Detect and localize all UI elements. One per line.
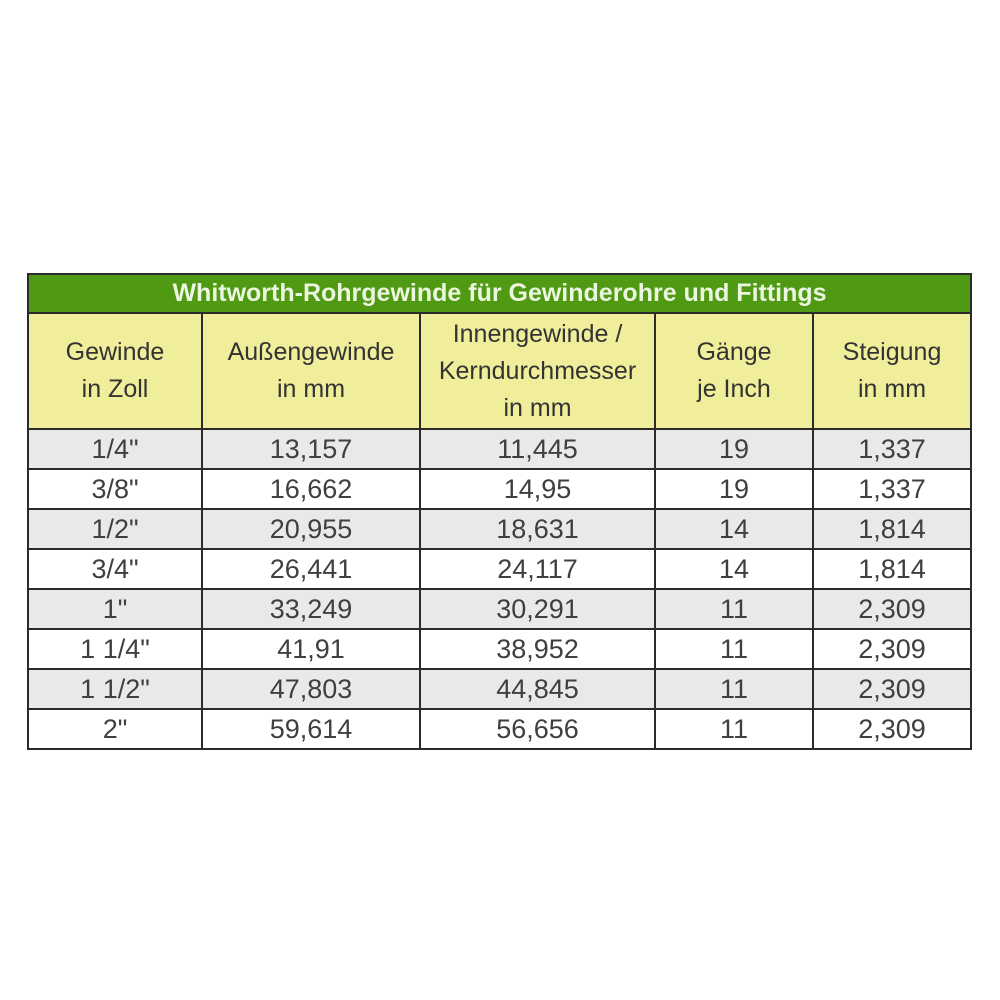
cell-gewinde-zoll: 1 1/2" — [28, 669, 202, 709]
header-line: je Inch — [697, 375, 771, 403]
cell-steigung-mm: 1,337 — [813, 469, 971, 509]
cell-innengewinde-mm: 56,656 — [420, 709, 655, 749]
table-header-row — [28, 313, 971, 429]
header-cell-gewinde-in-zoll — [28, 313, 202, 429]
header-line: Gewinde — [65, 338, 165, 366]
cell-steigung-mm: 2,309 — [813, 589, 971, 629]
cell-aussengewinde-mm: 33,249 — [202, 589, 420, 629]
whitworth-thread-table — [27, 273, 972, 750]
table-row — [28, 549, 971, 589]
cell-gewinde-zoll: 1 1/4" — [28, 629, 202, 669]
cell-gaenge-je-inch: 11 — [655, 669, 813, 709]
header-cell-innengewinde-kerndurchmesser-mm — [420, 313, 655, 429]
cell-aussengewinde-mm: 16,662 — [202, 469, 420, 509]
cell-gaenge-je-inch: 14 — [655, 509, 813, 549]
table-row — [28, 469, 971, 509]
cell-steigung-mm: 2,309 — [813, 669, 971, 709]
cell-aussengewinde-mm: 20,955 — [202, 509, 420, 549]
header-line: Steigung — [842, 338, 942, 366]
cell-innengewinde-mm: 44,845 — [420, 669, 655, 709]
header-line: in mm — [276, 375, 346, 403]
cell-steigung-mm: 1,814 — [813, 549, 971, 589]
cell-steigung-mm: 2,309 — [813, 629, 971, 669]
table-row — [28, 669, 971, 709]
cell-steigung-mm: 1,337 — [813, 429, 971, 469]
header-line: Kerndurchmesser — [438, 356, 637, 385]
cell-gewinde-zoll: 1/2" — [28, 509, 202, 549]
cell-steigung-mm: 1,814 — [813, 509, 971, 549]
table-row — [28, 709, 971, 749]
cell-gaenge-je-inch: 11 — [655, 589, 813, 629]
cell-gaenge-je-inch: 19 — [655, 429, 813, 469]
cell-aussengewinde-mm: 26,441 — [202, 549, 420, 589]
cell-innengewinde-mm: 38,952 — [420, 629, 655, 669]
table-row — [28, 589, 971, 629]
cell-gewinde-zoll: 3/8" — [28, 469, 202, 509]
cell-gaenge-je-inch: 19 — [655, 469, 813, 509]
table-row — [28, 429, 971, 469]
cell-gewinde-zoll: 2" — [28, 709, 202, 749]
header-cell-gaenge-je-inch — [655, 313, 813, 429]
cell-gewinde-zoll: 1" — [28, 589, 202, 629]
cell-steigung-mm: 2,309 — [813, 709, 971, 749]
cell-aussengewinde-mm: 41,91 — [202, 629, 420, 669]
header-line: Außengewinde — [227, 338, 395, 366]
table-title: Whitworth-Rohrgewinde für Gewinderohre und Fittings — [28, 274, 971, 313]
cell-aussengewinde-mm: 59,614 — [202, 709, 420, 749]
header-cell-steigung-mm — [813, 313, 971, 429]
cell-aussengewinde-mm: 47,803 — [202, 669, 420, 709]
cell-innengewinde-mm: 30,291 — [420, 589, 655, 629]
table-row — [28, 509, 971, 549]
cell-innengewinde-mm: 24,117 — [420, 549, 655, 589]
table-title-row — [28, 274, 971, 313]
header-cell-aussengewinde-mm — [202, 313, 420, 429]
cell-gewinde-zoll: 1/4" — [28, 429, 202, 469]
cell-innengewinde-mm: 14,95 — [420, 469, 655, 509]
cell-aussengewinde-mm: 13,157 — [202, 429, 420, 469]
table-row — [28, 629, 971, 669]
cell-innengewinde-mm: 11,445 — [420, 429, 655, 469]
cell-gaenge-je-inch: 11 — [655, 709, 813, 749]
cell-gewinde-zoll: 3/4" — [28, 549, 202, 589]
header-line: in mm — [857, 375, 927, 403]
cell-gaenge-je-inch: 11 — [655, 629, 813, 669]
cell-innengewinde-mm: 18,631 — [420, 509, 655, 549]
header-line: Innengewinde / — [452, 319, 623, 348]
header-line: in mm — [503, 393, 572, 422]
header-line: Gänge — [696, 338, 772, 366]
header-line: in Zoll — [81, 375, 149, 403]
cell-gaenge-je-inch: 14 — [655, 549, 813, 589]
